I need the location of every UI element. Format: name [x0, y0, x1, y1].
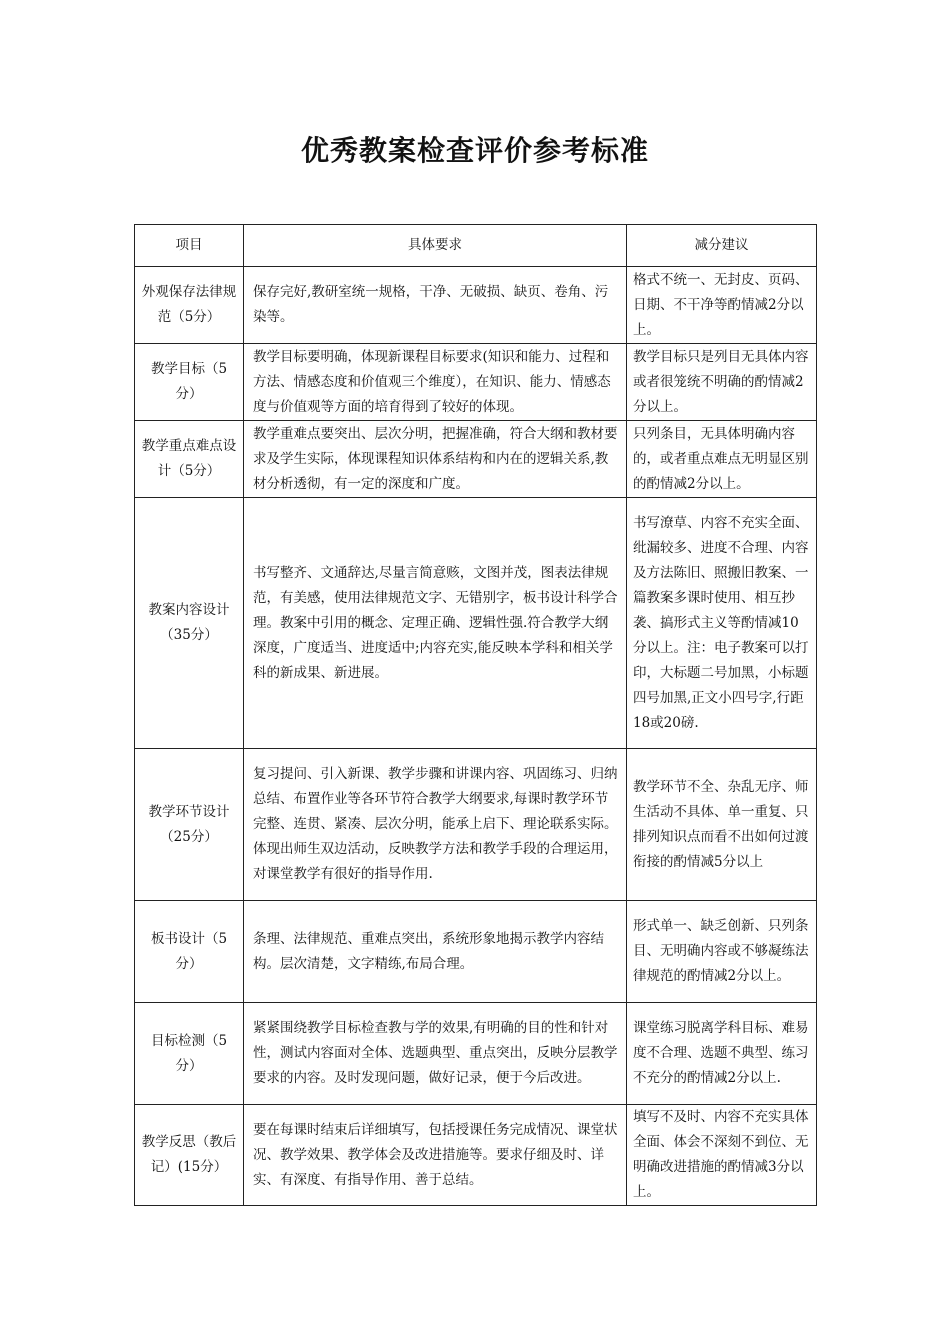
requirement-cell: 复习提问、引入新课、教学步骤和讲课内容、巩固练习、归纳总结、布置作业等各环节符合教学大纲要求,每课时教学环节完整、连贯、紧凑、层次分明，能承上启下、理论联系实际。体现出师生双边活动，反映教学方法和教学手段的合理运用，对课堂教学有很好的指导作用.	[244, 749, 627, 901]
requirement-cell: 紧紧围绕教学目标检查教与学的效果,有明确的目的性和针对性，测试内容面对全体、选题典型、重点突出，反映分层教学要求的内容。及时发现问题，做好记录，便于今后改进。	[244, 1003, 627, 1105]
table-row	[135, 1105, 817, 1206]
deduction-cell: 填写不及时、内容不充实具体全面、体会不深刻不到位、无明确改进措施的酌情减3分以上。	[627, 1105, 817, 1206]
requirement-cell: 教学重难点要突出、层次分明，把握准确，符合大纲和教材要求及学生实际，体现课程知识体系结构和内在的逻辑关系,教材分析透彻，有一定的深度和广度。	[244, 421, 627, 498]
deduction-cell: 课堂练习脱离学科目标、难易度不合理、选题不典型、练习不充分的酌情减2分以上.	[627, 1003, 817, 1105]
header-deduction: 减分建议	[627, 225, 817, 267]
item-cell: 教学环节设计（25分）	[135, 749, 244, 901]
item-cell: 教案内容设计（35分）	[135, 498, 244, 749]
deduction-cell: 只列条目，无具体明确内容的，或者重点难点无明显区别的酌情减2分以上。	[627, 421, 817, 498]
requirement-cell: 要在每课时结束后详细填写，包括授课任务完成情况、课堂状况、教学效果、教学体会及改进措施等。要求仔细及时、详实、有深度、有指导作用、善于总结。	[244, 1105, 627, 1206]
requirement-cell: 教学目标要明确，体现新课程目标要求(知识和能力、过程和方法、情感态度和价值观三个维度），在知识、能力、情感态度与价值观等方面的培育得到了较好的体现。	[244, 344, 627, 421]
requirement-cell: 保存完好,教研室统一规格，干净、无破损、缺页、卷角、污染等。	[244, 267, 627, 344]
header-item: 项目	[135, 225, 244, 267]
page-title: 优秀教案检查评价参考标准	[300, 134, 649, 167]
item-cell: 教学反思（教后记）(15分）	[135, 1105, 244, 1206]
table-row	[135, 421, 817, 498]
item-cell: 外观保存法律规范（5分）	[135, 267, 244, 344]
item-cell: 板书设计（5分）	[135, 901, 244, 1003]
table-row	[135, 901, 817, 1003]
requirement-cell: 条理、法律规范、重难点突出，系统形象地揭示教学内容结构。层次清楚，文字精练,布局合理。	[244, 901, 627, 1003]
item-cell: 教学目标（5分）	[135, 344, 244, 421]
table-row	[135, 498, 817, 749]
table-row	[135, 344, 817, 421]
table-row	[135, 267, 817, 344]
table-row	[135, 749, 817, 901]
evaluation-criteria-table	[134, 224, 817, 1206]
table-row	[135, 1003, 817, 1105]
header-requirement: 具体要求	[244, 225, 627, 267]
item-cell: 教学重点难点设计（5分）	[135, 421, 244, 498]
item-cell: 目标检测（5分）	[135, 1003, 244, 1105]
requirement-cell: 书写整齐、文通辞达,尽量言简意赅，文图并茂，图表法律规范，有美感，使用法律规范文字、无错别字，板书设计科学合理。教案中引用的概念、定理正确、逻辑性强.符合教学大纲深度，广度适当、进度适中;内容充实,能反映本学科和相关学科的新成果、新进展。	[244, 498, 627, 749]
deduction-cell: 教学环节不全、杂乱无序、师生活动不具体、单一重复、只排列知识点而看不出如何过渡衔接的酌情减5分以上	[627, 749, 817, 901]
deduction-cell: 形式单一、缺乏创新、只列条目、无明确内容或不够凝练法律规范的酌情减2分以上。	[627, 901, 817, 1003]
table-header-row	[135, 225, 817, 267]
deduction-cell: 教学目标只是列目无具体内容或者很笼统不明确的酌情减2分以上。	[627, 344, 817, 421]
deduction-cell: 格式不统一、无封皮、页码、日期、不干净等酌情减2分以上。	[627, 267, 817, 344]
deduction-cell: 书写潦草、内容不充实全面、纰漏较多、进度不合理、内容及方法陈旧、照搬旧教案、一篇教案多课时使用、相互抄袭、搞形式主义等酌情减10分以上。注：电子教案可以打印，大标题二号加黑，小标题四号加黑,正文小四号字,行距18或20磅.	[627, 498, 817, 749]
